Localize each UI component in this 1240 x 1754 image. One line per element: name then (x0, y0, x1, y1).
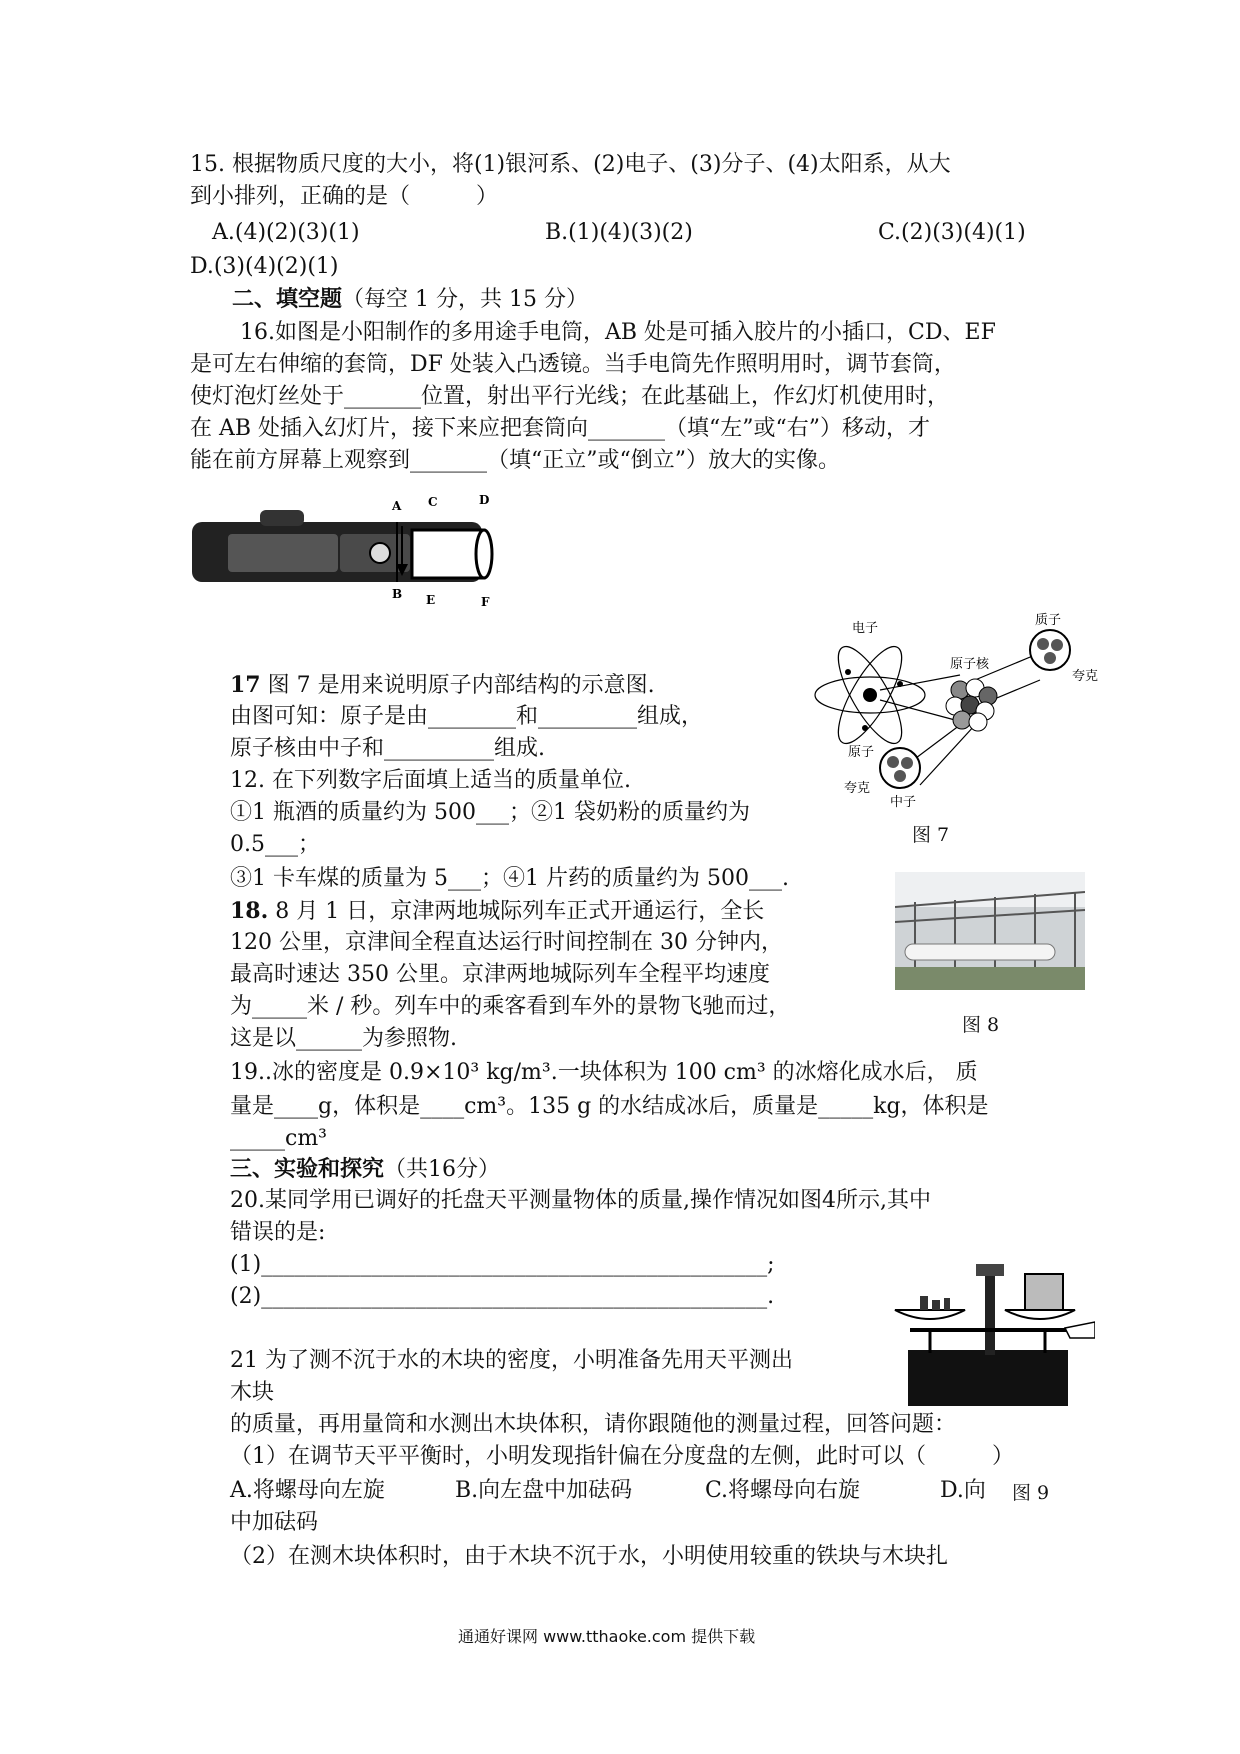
q21-line-2: 木块 (230, 1380, 275, 1405)
fig-label-d: D (479, 493, 490, 507)
section-3-title: 三、实验和探究 (230, 1156, 385, 1182)
q17-line-3: 原子核由中子和__________组成. (230, 736, 545, 761)
q21-line-4: （1）在调节天平平衡时，小明发现指针偏在分度盘的左侧，此时可以（ ） (230, 1444, 1014, 1469)
q18-line-3: 最高时速达 350 公里。京津两地城际列车全程平均速度 (230, 962, 770, 987)
section-2-heading (232, 284, 588, 315)
q18-number: 18. (230, 898, 269, 924)
flashlight-figure (190, 490, 510, 610)
fig-label-f: F (481, 595, 490, 609)
q16-line-3: 使灯泡灯丝处于_______位置，射出平行光线；在此基础上，作幻灯机使用时， (190, 384, 950, 409)
q12-line-1: 12. 在下列数字后面填上适当的质量单位. (230, 768, 631, 793)
q12-line-4: ③1 卡车煤的质量为 5___；④1 片药的质量约为 500___. (230, 866, 789, 891)
figure-8-caption: 图 8 (962, 1014, 1000, 1036)
q21-line-1: 21 为了测不沉于水的木块的密度，小明准备先用天平测出 (230, 1348, 793, 1373)
q17-line-1 (230, 670, 655, 701)
q21-option-b: B.向左盘中加砝码 (455, 1478, 633, 1503)
balance-figure (890, 1258, 1095, 1408)
atom-structure-figure (810, 610, 1110, 810)
section-3-note: （共16分） (384, 1157, 501, 1182)
q17-line-1-text: 图 7 是用来说明原子内部结构的示意图. (260, 673, 655, 698)
q21-option-d: D.向 (940, 1478, 986, 1503)
label-quark-right: 夸克 (1072, 669, 1099, 684)
label-nucleus: 原子核 (950, 657, 990, 672)
q20-line-4: (2)______________________________________________. (230, 1284, 775, 1309)
q18-line-4: 为_____米 / 秒。列车中的乘客看到车外的景物飞驰而过， (230, 994, 791, 1019)
q15-option-c: C.(2)(3)(4)(1) (878, 220, 1026, 245)
q16-line-5: 能在前方屏幕上观察到_______（填“正立”或“倒立”）放大的实像。 (190, 448, 840, 473)
q16-line-4: 在 AB 处插入幻灯片，接下来应把套筒向_______（填“左”或“右”）移动，才 (190, 416, 931, 441)
figure-7-caption: 图 7 (912, 824, 950, 846)
q16-line-2: 是可左右伸缩的套筒，DF 处装入凸透镜。当手电筒先作照明用时，调节套筒， (190, 352, 956, 377)
q21-line-5: 中加砝码 (230, 1510, 319, 1535)
q12-line-3: 0.5___； (230, 832, 320, 857)
q21-line-6: （2）在测木块体积时，由于木块不沉于水，小明使用较重的铁块与木块扎 (230, 1544, 948, 1569)
q21-option-a: A.将螺母向左旋 (230, 1478, 385, 1503)
q17-number: 17 (230, 672, 261, 698)
q15-option-a: A.(4)(2)(3)(1) (212, 220, 360, 245)
fig-label-e: E (426, 593, 436, 607)
q21-option-c: C.将螺母向右旋 (705, 1478, 861, 1503)
q20-line-1: 20.某同学用已调好的托盘天平测量物体的质量,操作情况如图4所示,其中 (230, 1188, 931, 1213)
fig-label-a: A (392, 499, 402, 513)
section-2-title: 二、填空题 (232, 286, 343, 312)
q18-line-1 (230, 896, 764, 927)
q20-line-2: 错误的是: (230, 1220, 326, 1245)
train-photo (895, 872, 1085, 990)
label-proton: 质子 (1035, 613, 1062, 628)
q12-line-2: ①1 瓶酒的质量约为 500___；②1 袋奶粉的质量约为 (230, 800, 750, 825)
q19-line-1: 19..冰的密度是 0.9×10³ kg/m³.一块体积为 100 cm³ 的冰熔化成水后， 质 (230, 1060, 978, 1085)
q19-line-2: 量是____g，体积是____cm³。135 g 的水结成冰后，质量是_____kg，体积是 (230, 1094, 989, 1119)
q18-line-5: 这是以______为参照物. (230, 1026, 457, 1051)
label-quark-left: 夸克 (844, 781, 871, 796)
q16-line-1: 16.如图是小阳制作的多用途手电筒，AB 处是可插入胶片的小插口，CD、EF (240, 320, 996, 345)
q19-line-3: _____cm³ (230, 1126, 328, 1151)
q15-line-2: 到小排列，正确的是（ ） (190, 184, 499, 209)
q17-line-2: 由图可知：原子是由________和_________组成， (230, 704, 704, 729)
fig-label-c: C (428, 495, 438, 509)
q18-line-1-text: 8 月 1 日，京津两地城际列车正式开通运行，全长 (268, 899, 765, 924)
q18-line-2: 120 公里，京津间全程直达运行时间控制在 30 分钟内， (230, 930, 783, 955)
fig-label-b: B (392, 587, 403, 601)
label-neutron: 中子 (890, 795, 917, 810)
page-footer: 通通好课网 www.tthaoke.com 提供下载 (458, 1627, 756, 1646)
q15-option-d: D.(3)(4)(2)(1) (190, 254, 339, 279)
q21-line-3: 的质量，再用量筒和水测出木块体积，请你跟随他的测量过程，回答问题： (230, 1412, 957, 1437)
figure-9-caption: 图 9 (1012, 1482, 1050, 1504)
label-atom: 原子 (848, 745, 875, 760)
label-electron: 电子 (852, 621, 879, 636)
q20-line-3: (1)______________________________________________; (230, 1252, 775, 1277)
section-2-note: （每空 1 分，共 15 分） (342, 287, 588, 312)
section-3-heading (230, 1154, 500, 1185)
q15-line-1: 15. 根据物质尺度的大小，将(1)银河系、(2)电子、(3)分子、(4)太阳系，从大 (190, 152, 951, 177)
q15-option-b: B.(1)(4)(3)(2) (545, 220, 693, 245)
